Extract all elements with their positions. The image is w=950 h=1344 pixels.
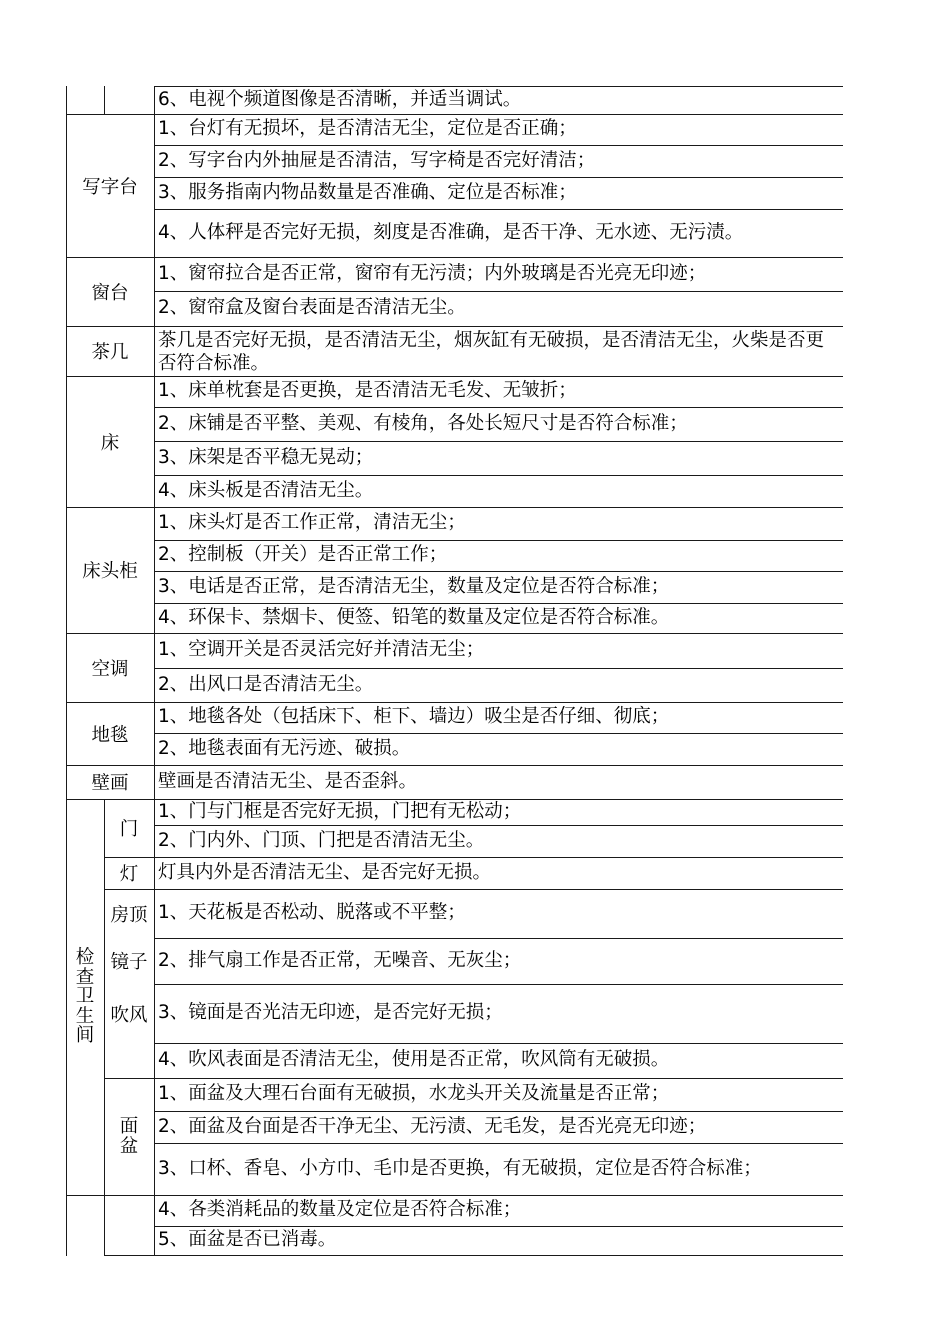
table-rule-horizontal (154, 540, 843, 541)
continued-item-5: 5、面盆是否已消毒。 (158, 1229, 337, 1251)
table-rule-vertical (154, 86, 155, 1256)
door-label: 门 (119, 819, 139, 840)
nightstand-item-2: 2、控制板（开关）是否正常工作； (158, 544, 448, 566)
bed-label: 床 (100, 432, 120, 454)
bed-item-2: 2、床铺是否平整、美观、有棱角，各处长短尺寸是否符合标准； (158, 412, 688, 434)
bed-item-3: 3、床架是否平稳无晃动； (158, 446, 374, 468)
air-conditioner-item-2: 2、出风口是否清洁无尘。 (158, 673, 374, 695)
door-item-1: 1、门与门框是否完好无损，门把有无松动； (158, 800, 522, 822)
continued-item-4: 4、各类消耗品的数量及定位是否符合标准； (158, 1199, 522, 1221)
table-rule-horizontal (154, 475, 843, 476)
light-label: 灯 (119, 864, 139, 885)
table-rule-vertical (66, 86, 67, 1256)
table-rule-horizontal (154, 1143, 843, 1144)
table-rule-horizontal (154, 984, 843, 985)
tea-table-item (155, 326, 843, 376)
table-rule-horizontal (66, 114, 843, 115)
basin-item-3: 3、口杯、香皂、小方巾、毛巾是否更换，有无破损，定位是否符合标准； (158, 1157, 762, 1179)
table-rule-horizontal (154, 291, 843, 292)
carpet-item-2: 2、地毯表面有无污迹、破损。 (158, 737, 411, 759)
table-rule-horizontal (66, 799, 843, 800)
nightstand-label: 床头柜 (82, 561, 138, 582)
table-rule-horizontal (66, 633, 843, 634)
table-rule-horizontal (66, 326, 843, 327)
window-item-2: 2、窗帘盒及窗台表面是否清洁无尘。 (158, 297, 466, 319)
desk-label: 写字台 (82, 176, 138, 198)
table-rule-horizontal (154, 733, 843, 734)
fixtures-item-1: 1、天花板是否松动、脱落或不平整； (158, 902, 466, 924)
table-rule-horizontal (154, 1111, 843, 1112)
basin-item-2: 2、面盆及台面是否干净无尘、无污渍、无毛发，是否光亮无印迹； (158, 1115, 707, 1137)
desk-item-4: 4、人体秤是否完好无损，刻度是否准确，是否干净、无水迹、无污渍。 (158, 221, 744, 243)
bed-item-1: 1、床单枕套是否更换，是否清洁无毛发、无皱折； (158, 380, 577, 402)
fixtures-item-3: 3、镜面是否光洁无印迹，是否完好无损； (158, 1002, 503, 1024)
table-rule-vertical (104, 799, 105, 1256)
tea-table-label: 茶几 (91, 342, 129, 363)
table-rule-horizontal (66, 507, 843, 508)
table-rule-horizontal (154, 209, 843, 210)
painting-label: 壁画 (91, 773, 129, 794)
carpet-label: 地毯 (91, 724, 129, 746)
bathroom-label (66, 799, 104, 1195)
table-rule-horizontal (104, 1078, 843, 1079)
table-rule-horizontal (66, 765, 843, 766)
carpet-item-1: 1、地毯各处（包括床下、柜下、墙边）吸尘是否仔细、彻底； (158, 706, 670, 728)
table-rule-horizontal (66, 1195, 843, 1196)
tea-table-line-1: 茶几是否完好无损，是否清洁无尘，烟灰缸有无破损，是否清洁无尘，火柴是否更 (158, 330, 825, 351)
table-rule-horizontal (154, 177, 843, 178)
air-conditioner-label: 空调 (91, 658, 129, 680)
table-rule-horizontal (154, 86, 843, 87)
ceiling-label: 房顶 (110, 904, 148, 926)
nightstand-item-4: 4、环保卡、禁烟卡、便签、铅笔的数量及定位是否符合标准。 (158, 606, 670, 628)
hair-dryer-label: 吹风 (110, 1004, 148, 1026)
table-rule-horizontal (66, 376, 843, 377)
air-conditioner-item-1: 1、空调开关是否灵活完好并清洁无尘； (158, 639, 485, 661)
table-rule-horizontal (154, 441, 843, 442)
tv-item-6: 6、电视个频道图像是否清晰，并适当调试。 (158, 88, 522, 110)
mirror-label: 镜子 (110, 952, 148, 973)
table-rule-horizontal (154, 1226, 843, 1227)
table-rule-horizontal (154, 938, 843, 939)
fixtures-item-4: 4、吹风表面是否清洁无尘，使用是否正常，吹风筒有无破损。 (158, 1049, 670, 1071)
basin-label (104, 1078, 154, 1195)
table-rule-horizontal (154, 407, 843, 408)
window-item-1: 1、窗帘拉合是否正常，窗帘有无污渍；内外玻璃是否光亮无印迹； (158, 262, 707, 284)
desk-item-1: 1、台灯有无损坏，是否清洁无尘，定位是否正确； (158, 118, 577, 140)
nightstand-item-3: 3、电话是否正常，是否清洁无尘，数量及定位是否符合标准； (158, 575, 670, 597)
table-rule-horizontal (154, 603, 843, 604)
table-rule-horizontal (104, 857, 843, 858)
fixtures-item-2: 2、排气扇工作是否正常，无噪音、无灰尘； (158, 949, 522, 971)
desk-item-2: 2、写字台内外抽屉是否清洁，写字椅是否完好清洁； (158, 149, 596, 171)
basin-label-text: 面盆 (119, 1116, 139, 1157)
desk-item-3: 3、服务指南内物品数量是否准确、定位是否标准； (158, 181, 577, 203)
table-rule-horizontal (66, 702, 843, 703)
window-label: 窗台 (91, 282, 129, 304)
bed-item-4: 4、床头板是否清洁无尘。 (158, 479, 374, 501)
table-rule-horizontal (154, 145, 843, 146)
door-item-2: 2、门内外、门顶、门把是否清洁无尘。 (158, 829, 485, 851)
tea-table-line-2: 否符合标准。 (158, 353, 270, 374)
table-rule-vertical (104, 86, 105, 115)
nightstand-item-1: 1、床头灯是否工作正常，清洁无尘； (158, 512, 466, 534)
table-rule-horizontal (154, 668, 843, 669)
light-item: 灯具内外是否清洁无尘、是否完好无损。 (158, 861, 492, 883)
painting-item: 壁画是否清洁无尘、是否歪斜。 (158, 770, 418, 792)
table-rule-horizontal (154, 825, 843, 826)
table-rule-horizontal (154, 1043, 843, 1044)
table-rule-horizontal (154, 571, 843, 572)
bathroom-label-text: 检查卫生间 (75, 947, 95, 1047)
table-rule-horizontal (104, 1255, 843, 1256)
table-rule-horizontal (104, 889, 843, 890)
table-rule-horizontal (66, 257, 843, 258)
basin-item-1: 1、面盆及大理石台面有无破损，水龙头开关及流量是否正常； (158, 1083, 670, 1105)
